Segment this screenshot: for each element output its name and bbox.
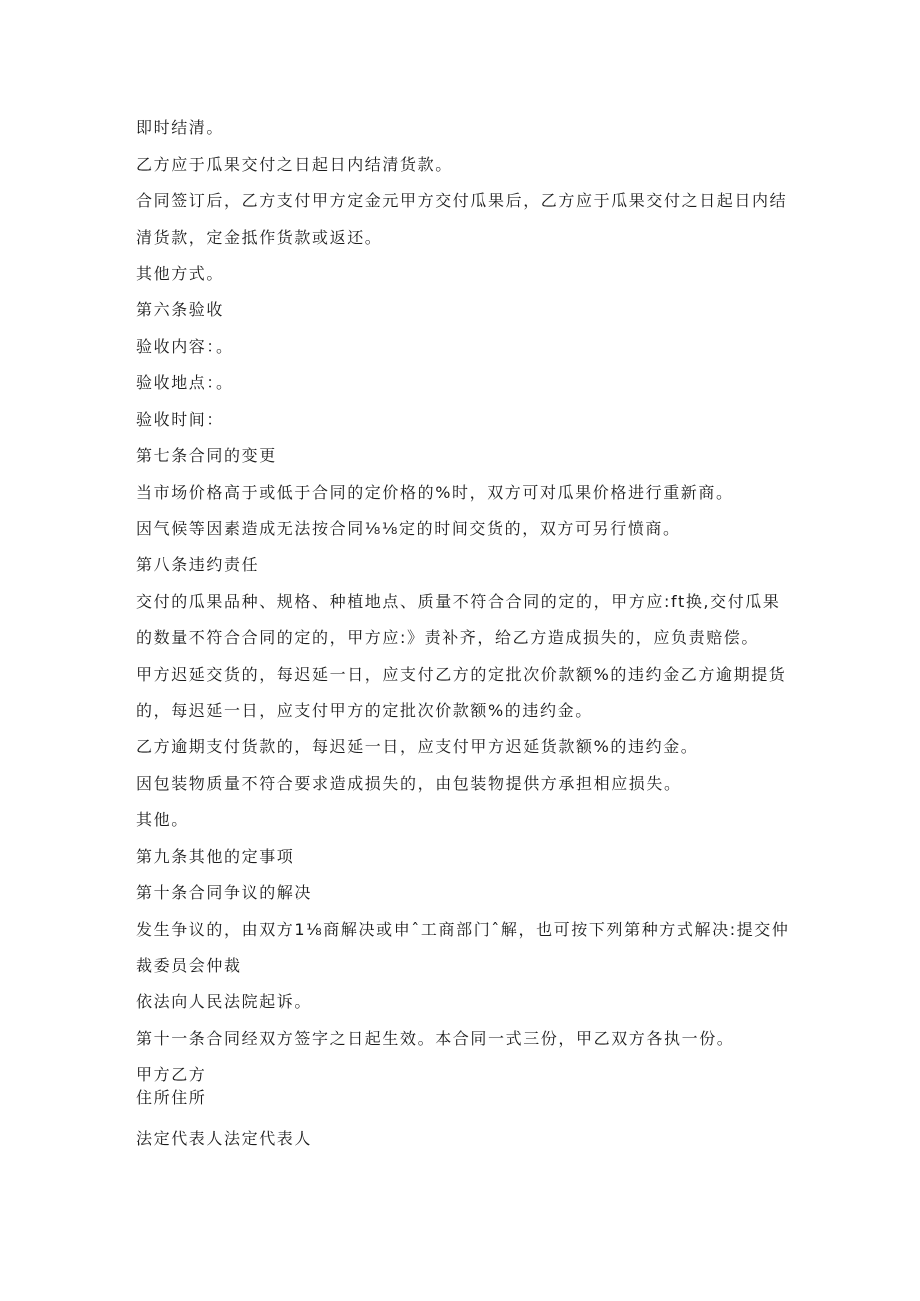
text-line: 的数量不符合合同的定的，甲方应:》责补齐，给乙方造成损失的，应负责赔偿。: [136, 628, 759, 647]
signature-label: 法定代表人法定代表人: [136, 1129, 313, 1148]
text-line: 因包装物质量不符合要求造成损失的，由包装物提供方承担相应损失。: [136, 774, 682, 793]
signature-label: 住所住所: [136, 1088, 207, 1107]
text-line: 裁委员会仲裁: [136, 956, 242, 975]
text-line: 其他方式。: [136, 264, 225, 283]
section-heading: 第七条合同的变更: [136, 446, 277, 465]
text-line: 依法向人民法院起诉。: [136, 992, 313, 1011]
text-line: 清货款，定金抵作货款或返还。: [136, 228, 383, 247]
text-line: 的，每迟延一日，应支付甲方的定批次价款额%的违约金。: [136, 701, 593, 720]
section-heading: 第八条违约责任: [136, 555, 260, 574]
text-line: 验收时间：: [136, 410, 225, 429]
section-heading: 第十条合同争议的解决: [136, 883, 313, 902]
text-line: 交付的瓜果品种、规格、种植地点、质量不符合合同的定的，甲方应:ft换,交付瓜果: [136, 592, 781, 611]
section-heading: 第六条验收: [136, 300, 225, 319]
text-line: 当市场价格高于或低于合同的定价格的%时，双方可对瓜果价格进行重新商。: [136, 483, 734, 502]
text-line: 验收内容：。: [136, 337, 234, 356]
text-line: 发生争议的，由双方1⅛商解决或申ˆ工商部门ˆ解，也可按下列第种方式解决:提交仲: [136, 920, 790, 939]
signature-label: 甲方乙方: [136, 1065, 207, 1084]
text-line: 验收地点：。: [136, 373, 234, 392]
text-line: 乙方应于瓜果交付之日起日内结清货款。: [136, 155, 453, 174]
text-line: 合同签订后，乙方支付甲方定金元甲方交付瓜果后，乙方应于瓜果交付之日起日内结: [136, 191, 788, 210]
text-line: 甲方迟延交货的，每迟延一日，应支付乙方的定批次价款额%的违约金乙方逾期提货: [136, 665, 787, 684]
text-line: 其他。: [136, 810, 189, 829]
text-line: 第十一条合同经双方签字之日起生效。本合同一式三份，甲乙双方各执一份。: [136, 1029, 735, 1048]
section-heading: 第九条其他的定事项: [136, 847, 295, 866]
text-line: 即时结清。: [136, 118, 225, 137]
text-line: 乙方逾期支付货款的，每迟延一日，应支付甲方迟延货款额%的违约金。: [136, 737, 699, 756]
text-line: 因气候等因素造成无法按合同⅛⅛定的时间交货的，双方可另行愤商。: [136, 519, 681, 538]
